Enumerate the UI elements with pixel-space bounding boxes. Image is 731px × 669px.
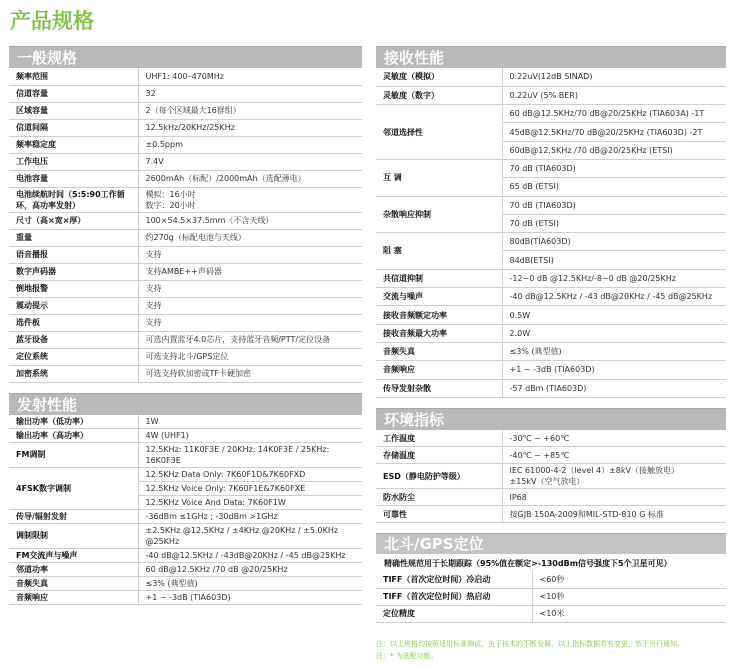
table-row [9,415,362,429]
spec-label: FM交流声与噪声 [9,548,138,562]
spec-value: 12.5KHz: 11K0F3E / 20KHz: 14K0F3E / 25KHz: 16K0F3E [138,442,362,467]
gps-section [376,533,726,623]
page-title: 产品规格 [10,9,94,33]
table-row [376,361,726,379]
spec-label: 音频失真 [376,342,502,360]
spec-value-line: ±0.5ppm [145,140,183,149]
spec-value [532,605,726,622]
spec-value-line: ±15kV（空气放电） [509,477,585,487]
table-row [9,280,362,297]
spec-label: 定位系统 [9,348,138,365]
spec-value-line: IP68 [509,492,527,502]
table-row [376,506,726,523]
spec-label: 音频响应 [9,590,138,604]
spec-label: TIFF（首次定位时间）热启动 [376,588,532,605]
spec-value: 60 dB@12.5KHz /70 dB @20/25KHz [138,562,362,576]
spec-value [138,297,362,314]
table-row [9,85,362,102]
spec-value [138,170,362,187]
transmit-table [9,415,362,605]
spec-value-line: UHF1: 400–470MHz [145,71,224,81]
spec-value [138,280,362,297]
receive-table [376,68,726,398]
table-row [9,590,362,604]
spec-value [532,571,726,588]
spec-label: ESD（静电防护等级） [376,464,502,489]
spec-value-line: 12.5kHz/20KHz/25KHz [145,123,235,132]
table-row [9,170,362,187]
table-row [9,442,362,467]
spec-label: 选件板 [9,314,138,331]
spec-label: 音频失真 [9,576,138,590]
spec-label: 接收音频最大功率 [376,324,502,342]
spec-label: 接收音频额定功率 [376,306,502,324]
spec-value: 0.22uV (5% BER) [502,86,726,104]
table-row [9,314,362,331]
table-row [9,467,362,481]
footnotes [376,638,726,662]
spec-label: 4FSK数字调制 [9,467,138,509]
spec-value [138,348,362,365]
spec-value-line: 支持 [145,301,162,310]
spec-value-line: 可选内置蓝牙4.0芯片，支持蓝牙音频/PTT/定位设备 [145,335,331,344]
spec-value-line: -40℃ ~ +85℃ [509,450,570,460]
spec-value [138,314,362,331]
spec-label: 电池续航时间（5:5:90工作循环，高功率发射） [9,187,138,212]
spec-label: 调制限制 [9,523,138,548]
table-row [376,324,726,342]
table-row [376,430,726,447]
spec-label: 共信道抑制 [376,269,502,287]
spec-label: 信道容量 [9,85,138,102]
table-row [9,562,362,576]
spec-value-line: 7.4V [145,157,164,166]
general-specs-section [9,46,362,383]
spec-value: 70 dB (ETSI) [502,214,726,232]
table-row [9,102,362,119]
general-specs-table [9,68,362,383]
table-row [9,229,362,246]
spec-label: 可靠性 [376,506,502,523]
spec-label: 工作电压 [9,153,138,170]
spec-value [138,85,362,102]
footnote: 注：以上规格均按照适用标准测试，由于技术的不断发展，以上指标数据若有变更，恕不另行通知。 [376,640,684,648]
spec-label: TIFF（首次定位时间）冷启动 [376,571,532,588]
table-row [376,233,726,251]
spec-label: 灵敏度（数字） [376,86,502,104]
spec-label: 重量 [9,229,138,246]
table-row [9,331,362,348]
spec-label: 蓝牙设备 [9,331,138,348]
spec-value-line: 100×54.5×37.5mm（不含天线） [145,216,274,225]
table-row [376,196,726,214]
table-row [9,246,362,263]
spec-value [138,212,362,229]
spec-label: 频率范围 [9,68,138,85]
spec-value: ≤3% (典型值) [502,342,726,360]
right-column [376,46,726,633]
spec-value [138,263,362,280]
spec-label: 工作温度 [376,430,502,447]
spec-label: 防水防尘 [376,489,502,506]
spec-label: 震动提示 [9,297,138,314]
footnote: 注：* 为选配功能。 [376,652,438,660]
spec-label: 互 调 [376,159,502,196]
table-row [9,348,362,365]
spec-label: 输出功率（高功率） [9,428,138,442]
table-row [376,605,726,622]
spec-value-line: 支持 [145,250,162,259]
spec-value [138,187,362,212]
spec-label: 邻道功率 [9,562,138,576]
spec-label: 邻道选择性 [376,105,502,160]
spec-value-line: <10米 [539,609,565,619]
spec-label: 灵敏度（模拟） [376,68,502,86]
spec-value [138,119,362,136]
spec-label: 尺寸（高×宽×厚） [9,212,138,229]
spec-value-line: 32 [145,89,156,98]
table-row [376,159,726,177]
spec-label: 音频响应 [376,361,502,379]
table-row [376,571,726,588]
spec-value: -40 dB@12.5KHz / -43dB@20KHz / -45 dB@25KHz [138,548,362,562]
spec-value: 0.22uV(12dB SINAD) [502,68,726,86]
spec-label: 存储温度 [376,447,502,464]
table-row [376,379,726,397]
spec-value-line: <10秒 [539,592,565,602]
spec-value [138,246,362,263]
spec-value: ±2.5KHz @12.5KHz / ±4KHz @20KHz / ±5.0KHz @25KHz [138,523,362,548]
spec-value: 65 dB (ETSI) [502,178,726,196]
table-row [376,68,726,86]
spec-value [138,229,362,246]
transmit-header: 发射性能 [9,393,362,415]
spec-value: +1 ~ -3dB (TIA603D) [502,361,726,379]
spec-value: -57 dBm (TIA603D) [502,379,726,397]
spec-value: -36dBm ≤1GHz ; -30dBm >1GHz [138,509,362,523]
table-row [9,136,362,153]
table-row [376,105,726,123]
spec-value [138,136,362,153]
left-column [9,46,362,615]
table-row [376,342,726,360]
spec-value: 1W [138,415,362,429]
spec-value: 80dB(TIA603D) [502,233,726,251]
spec-label: 信道间隔 [9,119,138,136]
gps-table [376,571,726,623]
spec-value [532,588,726,605]
spec-value-line: 按GJB 150A-2009和MIL-STD-810 G 标准 [509,509,664,519]
spec-value: -40 dB@12.5KHz / -43 dB@20KHz / -45 dB@25KHz [502,288,726,306]
table-row [9,263,362,280]
spec-value [502,506,726,523]
spec-value [502,489,726,506]
spec-value [502,447,726,464]
spec-value-line: 可选支持软加密或TF卡硬加密 [145,369,251,378]
gps-header: 北斗/GPS定位 [376,533,726,554]
spec-value [138,153,362,170]
table-row [9,153,362,170]
table-row [376,86,726,104]
environment-table [376,430,726,524]
spec-value [138,68,362,85]
spec-value-line: IEC 61000-4-2（level 4）±8kV（接触放电） [509,466,679,476]
spec-value [138,331,362,348]
spec-value [502,464,726,489]
spec-label: 交流与噪声 [376,288,502,306]
spec-value: 4W (UHF1) [138,428,362,442]
spec-value-line: 支持 [145,284,162,293]
spec-value: +1 ~ -3dB (TIA603D) [138,590,362,604]
spec-label: 区域容量 [9,102,138,119]
table-row [376,464,726,489]
table-row [376,306,726,324]
table-row [9,119,362,136]
spec-value-line: 支持 [145,318,162,327]
spec-value-line: <60秒 [539,575,565,585]
environment-section [376,408,726,524]
spec-label: 数字声码器 [9,263,138,280]
spec-label: 输出功率（低功率） [9,415,138,429]
spec-label: 阻 塞 [376,233,502,270]
spec-label: 倒地报警 [9,280,138,297]
table-row [376,269,726,287]
gps-accuracy-note: 精确性规范用于长期跟踪（95%值在额定>-130dBm信号强度下5个卫星可见） [384,559,672,569]
spec-value-line: 模拟：16小时 [145,189,196,199]
spec-label: 语音播报 [9,246,138,263]
spec-value: 60dB@12.5KHz /70 dB@20/25KHz (ETSI) [502,141,726,159]
spec-value: 0.5W [502,306,726,324]
spec-value-line: 2（每个区域最大16群组） [145,106,241,115]
table-row [9,428,362,442]
table-row [9,187,362,212]
table-row [9,523,362,548]
table-row [9,509,362,523]
table-row [376,288,726,306]
spec-value: 45dB@12.5KHz/70 dB@20/25KHz (TIA603D) -2T [502,123,726,141]
spec-value-line: 约270g（标配电池与天线） [145,233,246,242]
spec-value: 84dB(ETSI) [502,251,726,269]
spec-label: 传导发射杂散 [376,379,502,397]
table-row [9,68,362,85]
spec-value: 12.5KHz Voice Only: 7K60F1E&7K60FXE [138,481,362,495]
spec-value: 2.0W [502,324,726,342]
spec-value: -12~0 dB @12.5KHz/-8~0 dB @20/25KHz [502,269,726,287]
spec-value: 12.5KHz Data Only: 7K60F1D&7K60FXD [138,467,362,481]
spec-value [138,102,362,119]
spec-value-line: 数字：20小时 [145,200,196,210]
spec-value [502,430,726,447]
spec-value: 70 dB (TIA603D) [502,159,726,177]
receive-header: 接收性能 [376,46,726,68]
spec-value: 12.5KHz Voice And Data: 7K60F1W [138,495,362,509]
transmit-section [9,393,362,605]
spec-label: 频率稳定度 [9,136,138,153]
spec-label: 传导/辐射发射 [9,509,138,523]
spec-value [138,365,362,382]
spec-label: 电池容量 [9,170,138,187]
spec-label: 加密系统 [9,365,138,382]
table-row [9,297,362,314]
spec-value: ≤3% (典型值) [138,576,362,590]
table-row [376,489,726,506]
spec-label: 定位精度 [376,605,532,622]
spec-value-line: -30℃ ~ +60℃ [509,433,570,443]
spec-label: FM调制 [9,442,138,467]
spec-value: 70 dB (TIA603D) [502,196,726,214]
environment-header: 环境指标 [376,408,726,430]
table-row [9,365,362,382]
spec-value: 60 dB@12.5KHz/70 dB@20/25KHz (TIA603A) -1T [502,105,726,123]
receive-section [376,46,726,398]
table-row [9,212,362,229]
table-row [376,447,726,464]
spec-label: 杂散响应抑制 [376,196,502,233]
spec-value-line: 可选支持北斗/GPS定位 [145,352,229,361]
general-specs-header: 一般规格 [9,46,362,68]
table-row [9,576,362,590]
spec-value-line: 2600mAh（标配）/2000mAh（选配薄电） [145,174,306,183]
table-row [376,588,726,605]
spec-value-line: 支持AMBE++声码器 [145,267,222,276]
table-row [9,548,362,562]
